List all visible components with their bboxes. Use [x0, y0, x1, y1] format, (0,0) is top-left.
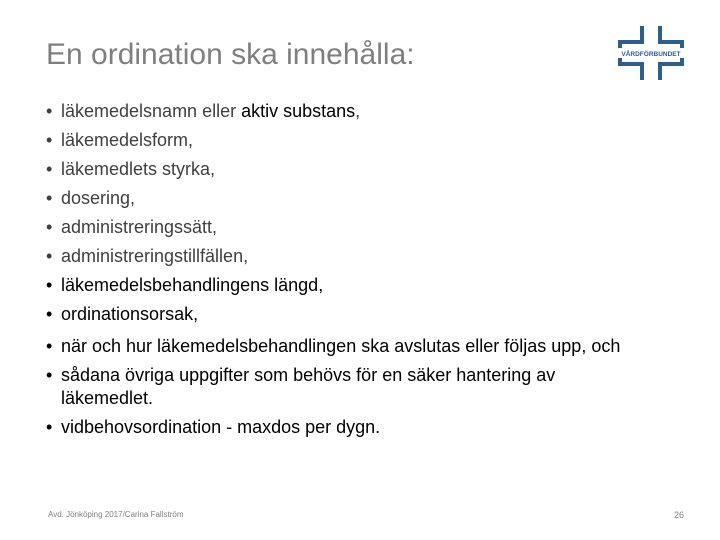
item-text: sådana övriga uppgifter som behövs för en säker hantering av läkemedlet.	[61, 365, 556, 408]
page-number: 26	[674, 510, 685, 520]
bullet: •	[46, 188, 53, 208]
list-item	[46, 416, 621, 439]
bullet: •	[46, 159, 53, 179]
item-text: när och hur läkemedelsbehandlingen ska avslutas eller följas upp, och	[61, 336, 621, 356]
list-item	[46, 242, 666, 271]
list-item	[46, 213, 666, 242]
list-item	[46, 335, 621, 358]
list-item	[46, 184, 666, 213]
list-item	[46, 97, 666, 126]
bullet: •	[46, 417, 53, 437]
bullet: •	[46, 217, 53, 237]
item-text: ordinationsorsak,	[61, 304, 199, 324]
item-text: läkemedelsform,	[61, 130, 194, 150]
bullet: •	[46, 130, 53, 150]
item-suffix: ,	[355, 101, 361, 121]
vardforbundet-logo	[617, 24, 685, 82]
bullet: •	[46, 101, 53, 121]
slide-title: En ordination ska innehålla:	[46, 38, 415, 71]
logo-text: VÅRDFÖRBUNDET	[621, 51, 681, 58]
item-text: vidbehovsordination - maxdos per dygn.	[61, 417, 381, 437]
list-item	[46, 126, 666, 155]
item-text: administreringssätt,	[61, 217, 218, 237]
bullet: •	[46, 246, 53, 266]
footer-text: Avd. Jönköping 2017/Carina Fallström	[48, 510, 184, 519]
item-text: läkemedelsnamn eller	[61, 101, 242, 121]
list-item	[46, 300, 666, 329]
bullet: •	[46, 336, 53, 356]
bullet: •	[46, 275, 53, 295]
item-text: läkemedelsbehandlingens längd,	[61, 275, 324, 295]
list-item	[46, 364, 621, 410]
item-text: läkemedlets styrka,	[61, 159, 216, 179]
list-item	[46, 155, 666, 184]
bullet: •	[46, 365, 53, 385]
bullet: •	[46, 304, 53, 324]
item-text: dosering,	[61, 188, 136, 208]
item-emphasis: aktiv substans	[241, 101, 356, 121]
requirements-list	[46, 97, 666, 439]
list-item	[46, 271, 666, 300]
item-text: administreringstillfällen,	[61, 246, 249, 266]
